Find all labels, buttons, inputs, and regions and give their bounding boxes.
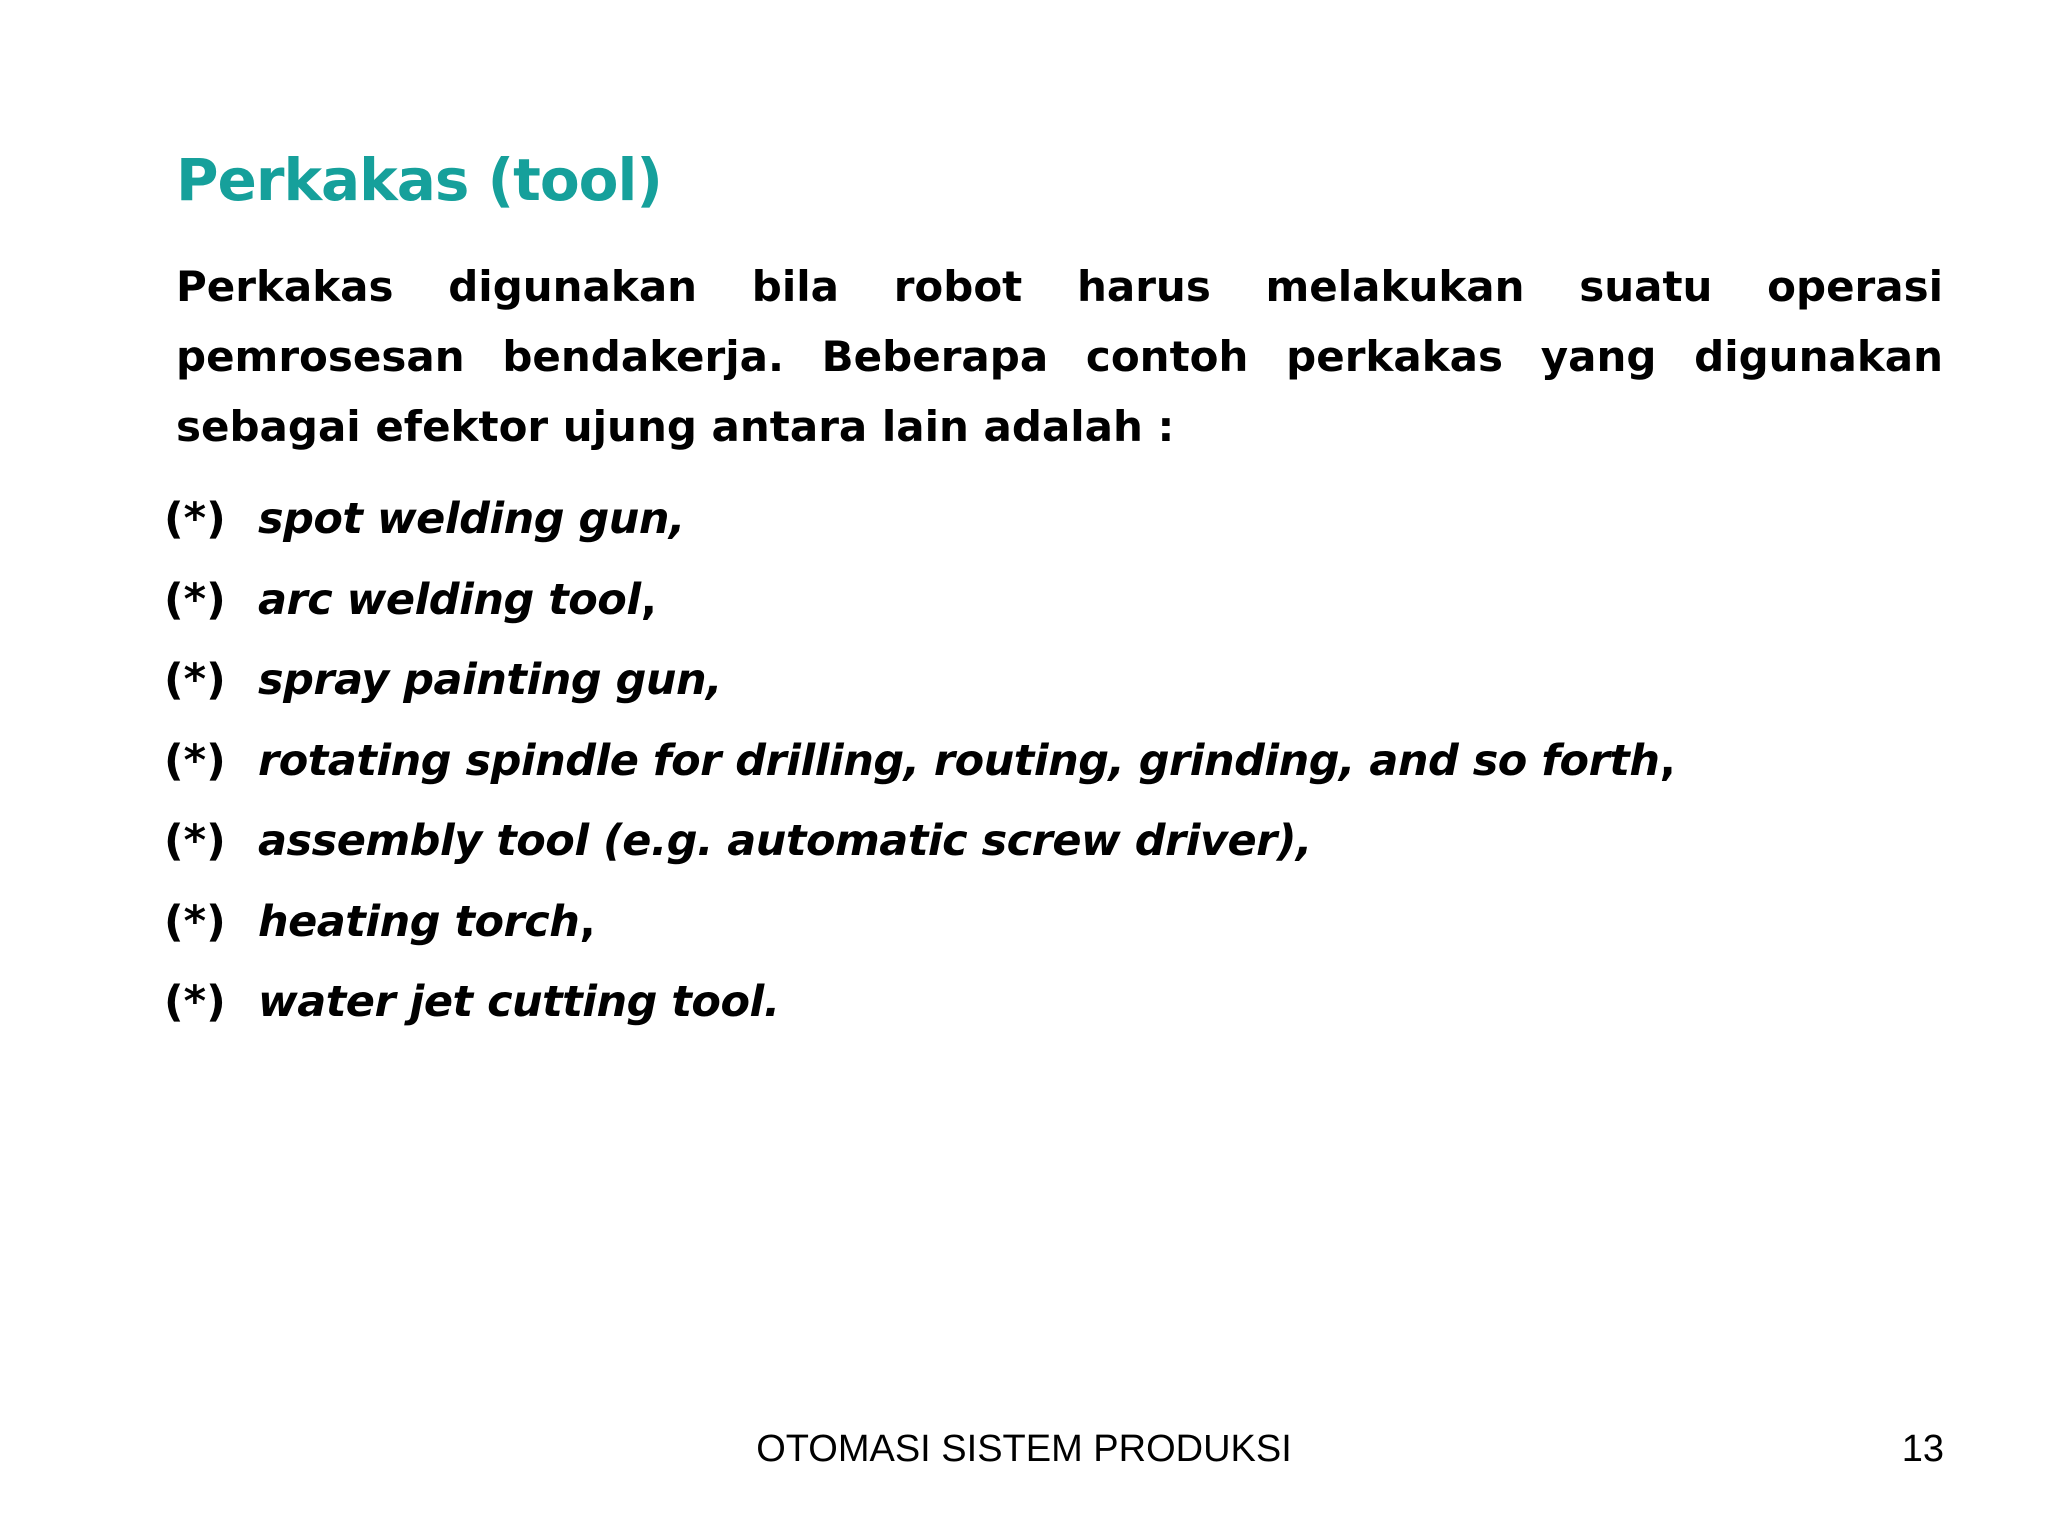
- list-item: [164, 736, 1676, 817]
- list-item-text: spot welding gun,: [258, 494, 685, 544]
- slide-footer: OTOMASI SISTEM PRODUKSI: [756, 1428, 1292, 1470]
- list-item-text: water jet cutting tool.: [258, 977, 780, 1027]
- list-item-text: heating torch: [258, 896, 580, 947]
- list-item: [164, 977, 1676, 1058]
- list-item-text: rotating spindle for drilling, routing, grinding, and so forth: [258, 735, 1660, 786]
- tool-list: [164, 494, 1676, 1058]
- bullet-marker: (*): [164, 896, 226, 947]
- page-number: 13: [1901, 1428, 1944, 1470]
- bullet-marker: (*): [164, 735, 226, 786]
- list-item-text: arc welding tool: [258, 574, 641, 625]
- slide-title: Perkakas (tool): [176, 146, 662, 214]
- bullet-marker: (*): [164, 977, 226, 1027]
- list-item: [164, 494, 1676, 575]
- list-item-punct: ,: [579, 896, 596, 947]
- list-item: [164, 816, 1676, 897]
- list-item: [164, 575, 1676, 656]
- list-item-punct: ,: [1659, 735, 1676, 786]
- bullet-marker: (*): [164, 494, 226, 544]
- list-item: [164, 897, 1676, 978]
- list-item-text: spray painting gun,: [258, 655, 722, 705]
- list-item-punct: ,: [640, 574, 657, 625]
- list-item: [164, 655, 1676, 736]
- bullet-marker: (*): [164, 574, 226, 625]
- bullet-marker: (*): [164, 655, 226, 705]
- bullet-marker: (*): [164, 816, 226, 866]
- intro-paragraph: Perkakas digunakan bila robot harus melakukan suatu operasi pemrosesan bendakerja. Beberapa contoh perkakas yang digunakan sebagai efektor ujung antara lain adalah :: [176, 262, 1943, 451]
- list-item-text: assembly tool (e.g. automatic screw driver),: [258, 816, 1312, 866]
